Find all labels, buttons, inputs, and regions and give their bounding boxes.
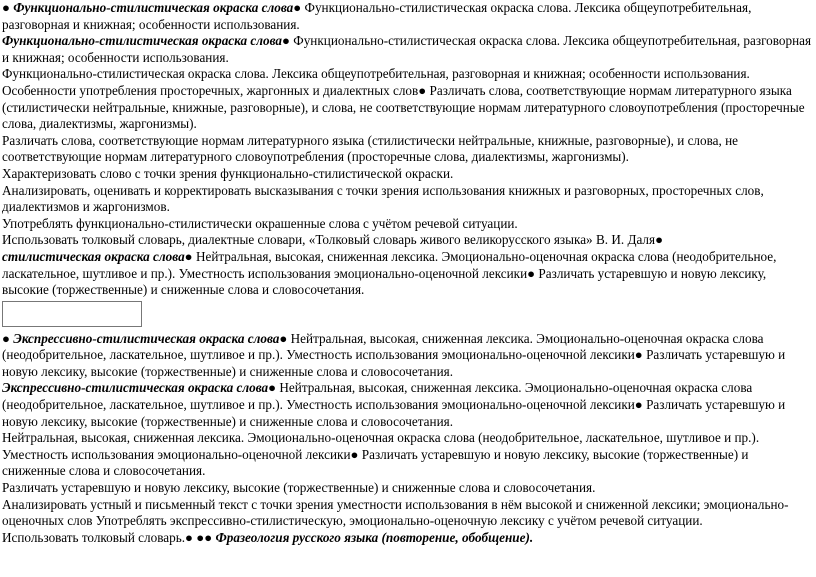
paragraph-text: Различать слова, соответствующие нормам литературного языка (стилистически нейтральные, книжные, разговорные), и слова, не соответствующие нормам литературного словоупотребления (просторечные слова, диалектизмы, жаргонизмы). (2, 82, 805, 132)
paragraph-text: Характеризовать слово с точки зрения функционально-стилистической окраски. (2, 165, 454, 181)
bullet-icon: ● (655, 232, 664, 248)
bullet-icon: ● (634, 397, 643, 413)
bullet-icon: ● (282, 33, 290, 49)
bullet-icon: ● (527, 265, 536, 281)
paragraph-text: Особенности употребления просторечных, жаргонных и диалектных слов (2, 82, 419, 98)
bullet-icon: ● (634, 347, 643, 363)
paragraph-text: Анализировать устный и письменный текст с точки зрения уместности использования в нём высокой и сниженной лексики; эмоционально-оценочных слов Употреблять экспрессивно-стилистическую, эмоционально-оценочную лексику с учётом речевой ситуации. (2, 496, 789, 529)
paragraph-stylistic-coloring (2, 249, 812, 299)
paragraph-text: Различать устаревшую и новую лексику, высокие (торжественные) и сниженные слова и словосочетания. (2, 397, 786, 429)
section-heading: Экспрессивно-стилистическая окраска слова (9, 330, 280, 346)
paragraph-analyze-text (2, 497, 812, 530)
bullet-icon: ● (268, 380, 277, 396)
paragraph-text: Использовать толковый словарь, диалектные словари, «Толковый словарь живого великорусского языка» В. И. Даля (2, 232, 656, 248)
paragraph-text: Функционально-стилистическая окраска слова. Лексика общеупотребительная, разговорная и книжная; особенности использования. (2, 66, 750, 82)
paragraph-text: Различать устаревшую и новую лексику, высокие (торжественные) и сниженные слова и словосочетания. (2, 480, 596, 496)
paragraph-text: Нейтральная, высокая, сниженная лексика. Эмоционально-оценочная окраска слова (неодобрительное, ласкательное, шутливое и пр.). Уместность использования эмоционально-оценочной лексики (2, 330, 764, 363)
empty-box (2, 301, 142, 327)
paragraph-text: Функционально-стилистическая окраска слова. Лексика общеупотребительная, разговорная и книжная; особенности использования. (2, 33, 812, 65)
paragraph-text: Различать устаревшую и новую лексику, высокие (торжественные) и сниженные слова и словосочетания. (2, 446, 749, 479)
paragraph-text: Нейтральная, высокая, сниженная лексика. Эмоционально-оценочная окраска слова (неодобрительное, ласкательное, шутливое и пр.). Уместность использования эмоционально-оценочной лексики (2, 380, 753, 413)
paragraph-phraseology (2, 530, 812, 547)
document-body (2, 0, 812, 546)
bullet-icon: ● (279, 330, 288, 346)
paragraph-text: Нейтральная, высокая, сниженная лексика. Эмоционально-оценочная окраска слова (неодобрительное, ласкательное, шутливое и пр.). Уместность использования эмоционально-оценочной лексики (2, 248, 777, 281)
bullet-icon: ● (185, 529, 193, 545)
paragraph-analyze (2, 183, 812, 216)
paragraph-text: Различать устаревшую и новую лексику, высокие (торжественные) и сниженные слова и словосочетания. (2, 347, 786, 379)
paragraph-expressive-style-1 (2, 331, 812, 381)
paragraph-text: Использовать толковый словарь. (2, 529, 186, 545)
paragraph-text: Различать устаревшую и новую лексику, высокие (торжественные) и сниженные слова и словосочетания. (2, 265, 767, 298)
bullet-icon: ● (418, 82, 427, 98)
paragraph-text: Различать слова, соответствующие нормам литературного языка (стилистически нейтральные, книжные, разговорные), и слова, не соответствующие нормам литературного словоупотребления (просторечные слова, диалектизмы, жаргонизмы). (2, 132, 739, 165)
paragraph-text: Функционально-стилистическая окраска слова. Лексика общеупотребительная, разговорная и книжная; особенности использования. (2, 0, 752, 32)
bullet-icon: ● (2, 330, 10, 346)
paragraph-distinguish-obsolete (2, 480, 812, 497)
section-heading: Экспрессивно-стилистическая окраска слова (2, 380, 269, 396)
section-heading: Функционально-стилистическая окраска слова (9, 0, 294, 15)
paragraph-use-words (2, 216, 812, 233)
section-heading: Функционально-стилистическая окраска слова (2, 33, 283, 49)
paragraph-functional-style-3 (2, 66, 812, 83)
paragraph-usage-features (2, 83, 812, 133)
paragraph-text: Нейтральная, высокая, сниженная лексика. Эмоционально-оценочная окраска слова (неодобрительное, ласкательное, шутливое и пр.). Уместность использования эмоционально-оценочной лексики (2, 430, 760, 462)
paragraph-functional-style-2 (2, 33, 812, 66)
bullet-icon: ●● (192, 529, 213, 545)
paragraph-characterize (2, 166, 812, 183)
paragraph-dictionaries (2, 232, 812, 249)
section-heading: Фразеология русского языка (повторение, обобщение). (212, 529, 534, 545)
section-heading: стилистическая окраска слова (2, 248, 185, 264)
paragraph-text: Употреблять функционально-стилистически окрашенные слова с учётом речевой ситуации. (2, 215, 518, 231)
bullet-icon: ● (2, 0, 10, 15)
paragraph-distinguish-words (2, 133, 812, 166)
bullet-icon: ● (293, 0, 302, 15)
paragraph-text: Анализировать, оценивать и корректировать высказывания с точки зрения использования книжных и разговорных, просторечных слов, диалектизмов и жаргонизмов. (2, 182, 764, 215)
bullet-icon: ● (184, 248, 193, 264)
paragraph-expressive-style-2 (2, 380, 812, 430)
bullet-icon: ● (350, 446, 359, 462)
paragraph-neutral-lexicon (2, 430, 812, 480)
paragraph-functional-style-1 (2, 0, 812, 33)
